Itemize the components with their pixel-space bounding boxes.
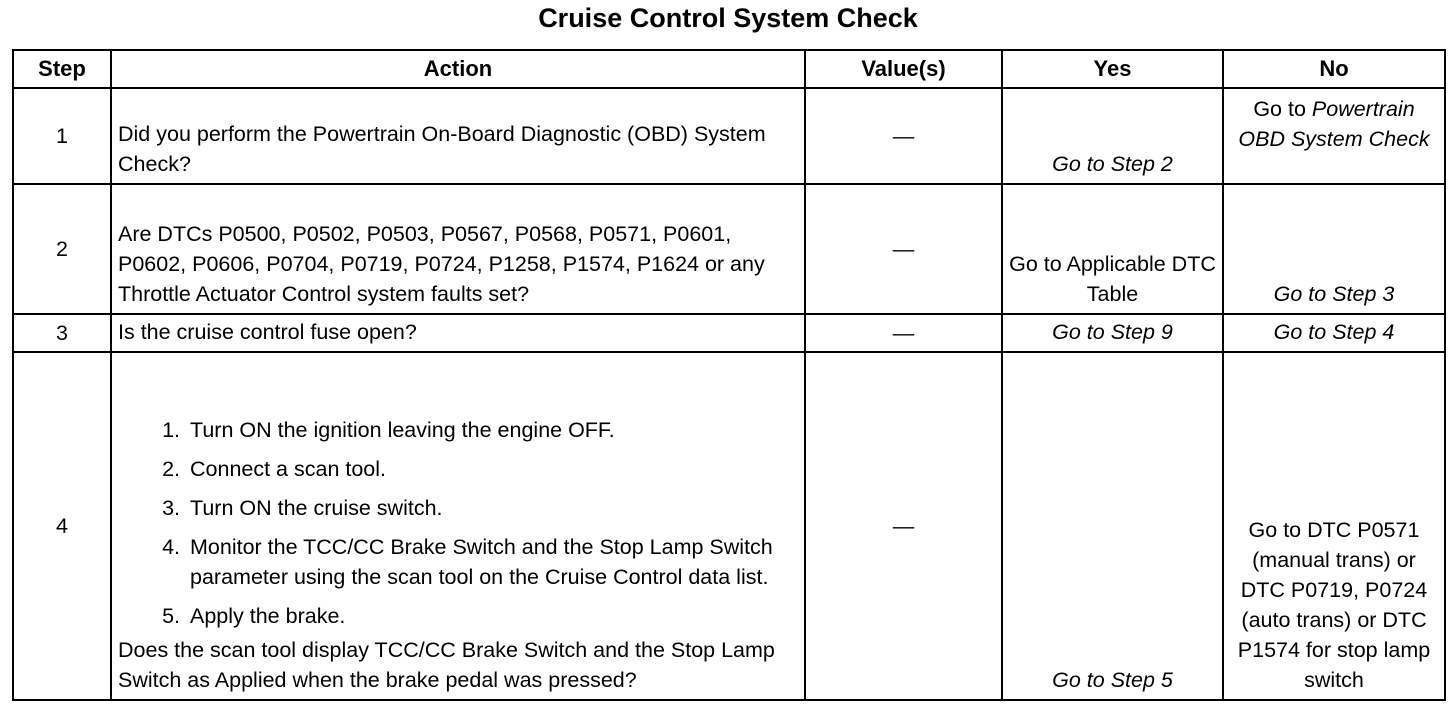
procedure-step: 5. Apply the brake. [186, 601, 798, 631]
table-row [13, 352, 1445, 700]
header-step: Step [13, 50, 111, 88]
table-row [13, 314, 1445, 352]
procedure-step: 4. Monitor the TCC/CC Brake Switch and the Stop Lamp Switch parameter using the scan tool on the Cruise Control data list. [186, 532, 798, 592]
no-cell: Go to Step 3 [1223, 184, 1445, 314]
table-header-row [13, 50, 1445, 88]
no-cell: Go to DTC P0571 (manual trans) or DTC P0719, P0724 (auto trans) or DTC P1574 for stop lamp switch [1223, 352, 1445, 700]
step-number: 1 [13, 88, 111, 184]
step-number: 2 [13, 184, 111, 314]
header-yes: Yes [1002, 50, 1223, 88]
procedure-step: 2. Connect a scan tool. [186, 454, 798, 484]
value-cell: — [805, 184, 1002, 314]
value-cell: — [805, 88, 1002, 184]
value-cell: — [805, 352, 1002, 700]
procedure-step: 3. Turn ON the cruise switch. [186, 493, 798, 523]
action-text: Are DTCs P0500, P0502, P0503, P0567, P0568, P0571, P0601, P0602, P0606, P0704, P0719, P0724, P1258, P1574, P1624 or any Throttle Actuator Control system faults set? [111, 184, 805, 314]
value-cell: — [805, 314, 1002, 352]
action-text: Did you perform the Powertrain On-Board Diagnostic (OBD) System Check? [111, 88, 805, 184]
diagnostic-table [12, 49, 1446, 701]
page-title: Cruise Control System Check [538, 3, 918, 33]
no-cell: Go to Step 4 [1223, 314, 1445, 352]
table-row [13, 184, 1445, 314]
yes-cell: Go to Applicable DTC Table [1002, 184, 1223, 314]
action-question: Does the scan tool display TCC/CC Brake Switch and the Stop Lamp Switch as Applied when the brake pedal was pressed? [118, 638, 775, 692]
yes-cell: Go to Step 2 [1002, 88, 1223, 184]
header-values: Value(s) [805, 50, 1002, 88]
action-cell [111, 352, 805, 700]
no-cell-text: Go to Powertrain OBD System Check [1238, 97, 1430, 151]
yes-cell: Go to Step 9 [1002, 314, 1223, 352]
action-text: Is the cruise control fuse open? [111, 314, 805, 352]
procedure-step: 1. Turn ON the ignition leaving the engine OFF. [186, 415, 798, 445]
step-number: 3 [13, 314, 111, 352]
procedure-list [118, 415, 798, 631]
no-cell [1223, 88, 1445, 184]
header-action: Action [111, 50, 805, 88]
table-row [13, 88, 1445, 184]
yes-cell: Go to Step 5 [1002, 352, 1223, 700]
step-number: 4 [13, 352, 111, 700]
header-no: No [1223, 50, 1445, 88]
